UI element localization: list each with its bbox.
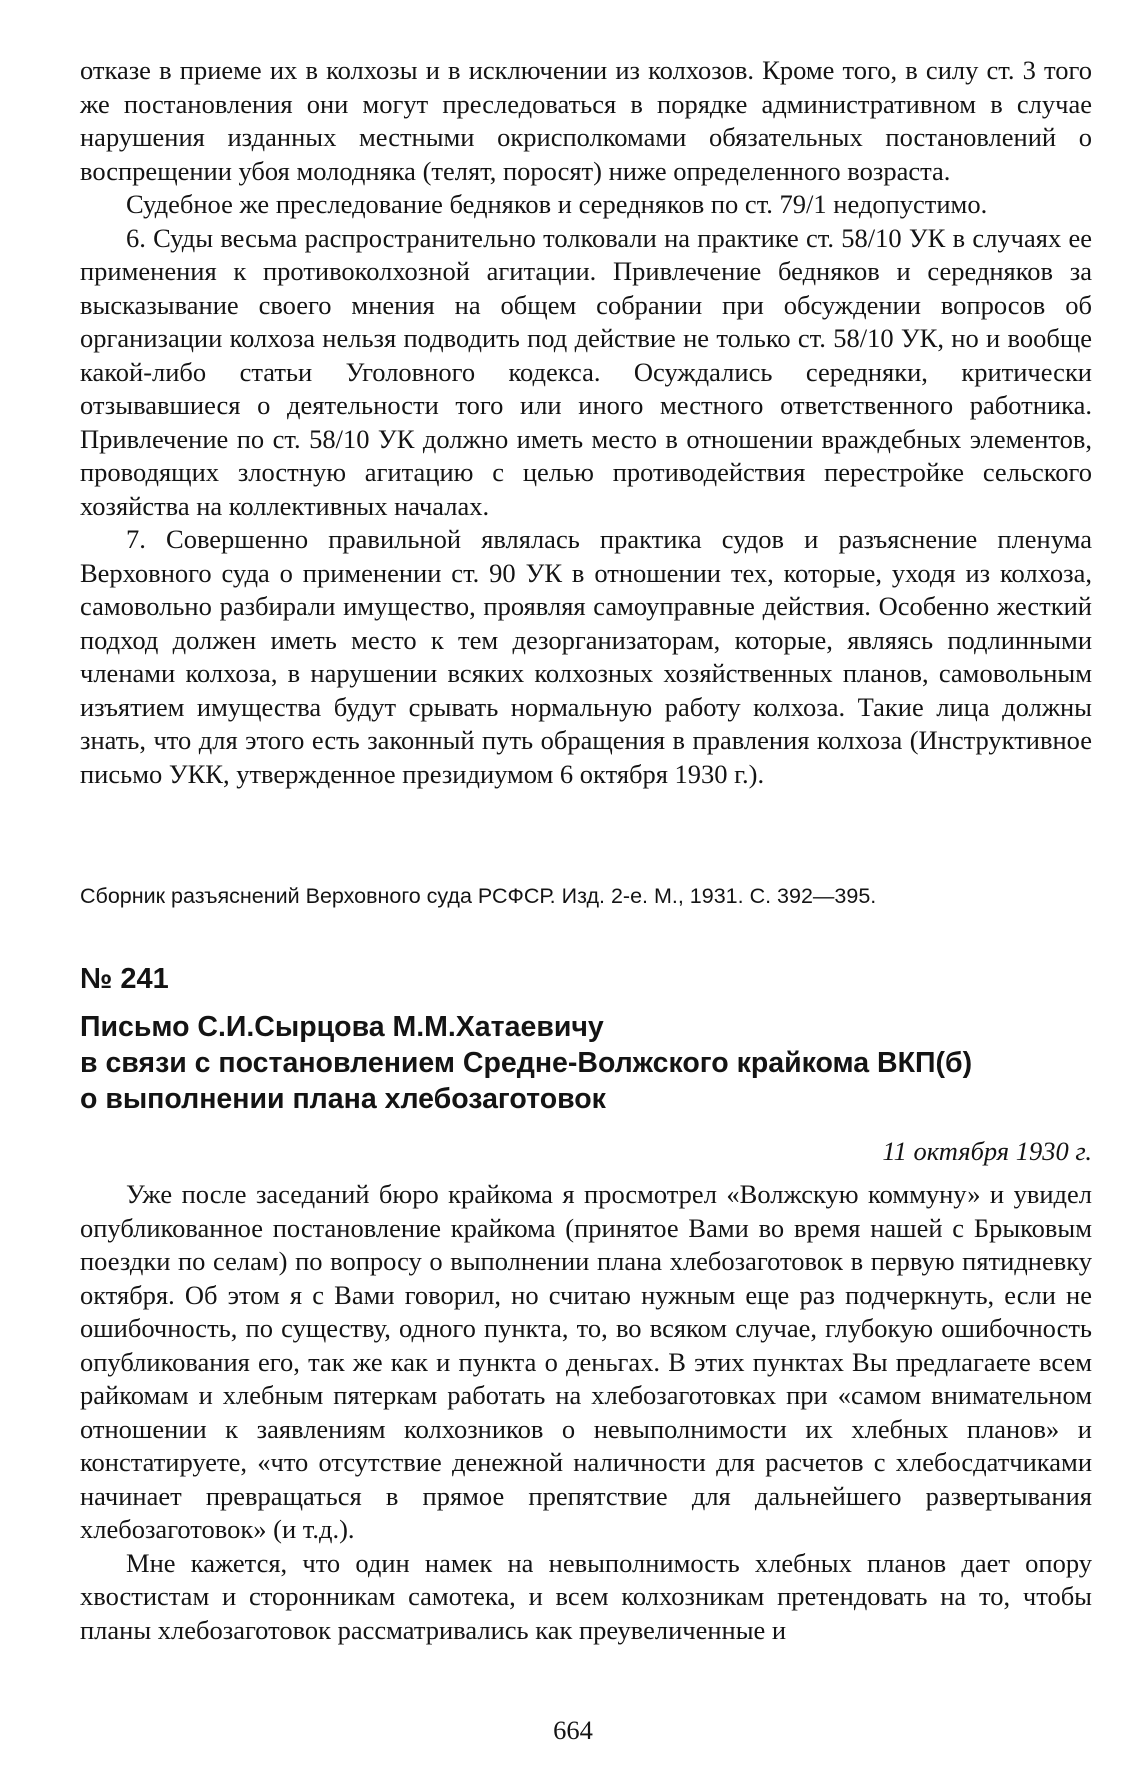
paragraph: 6. Суды весьма распространительно толковали на практике ст. 58/10 УК в случаях ее применения к противоколхозной агитации. Привлечение бедняков и середняков за высказывание своего мнения на общем собрании при обсуждении вопросов об организации колхоза нельзя подводить под действие не только ст. 58/10 УК, но и вообще какой-либо статьи Уголовного кодекса. Осуждались середняки, критически отзывавшиеся о деятельности того или иного местного ответственного работника. Привлечение по ст. 58/10 УК должно иметь место в отношении враждебных элементов, проводящих злостную агитацию с целью противодействия перестройке сельского хозяйства на коллективных началах. (80, 222, 1092, 521)
paragraph: Судебное же преследование бедняков и середняков по ст. 79/1 недопустимо. (126, 189, 988, 219)
body-text-top (80, 54, 1092, 791)
document-title (80, 1009, 1092, 1117)
document-title-line: в связи с постановлением Средне-Волжского крайкома ВКП(б) (80, 1047, 973, 1079)
document-number: № 241 (80, 963, 169, 995)
paragraph: отказе в приеме их в колхозы и в исключении из колхозов. Кроме того, в силу ст. 3 того же постановления они могут преследоваться в порядке административном в случае нарушения изданных местными окрисполкомами обязательных постановлений о воспрещении убоя молодняка (телят, поросят) ниже определенного возраста. (80, 55, 1092, 186)
document-date: 11 октября 1930 г. (882, 1136, 1092, 1166)
page-number: 664 (553, 1715, 593, 1745)
document-title-line: Письмо С.И.Сырцова М.М.Хатаевичу (80, 1011, 604, 1043)
paragraph: Мне кажется, что один намек на невыполнимость хлебных планов дает опору хвостистам и сторонникам самотека, и всем колхозникам претендовать на то, чтобы планы хлебозаготовок рассматривались как преувеличенные и (80, 1547, 1092, 1645)
source-citation: Сборник разъяснений Верховного суда РСФСР. Изд. 2-е. М., 1931. С. 392—395. (80, 884, 877, 908)
paragraph: 7. Совершенно правильной являлась практика судов и разъяснение пленума Верховного суда о применении ст. 90 УК в отношении тех, которые, уходя из колхоза, самовольно разбирали имущество, проявляя самоуправные действия. Особенно жесткий подход должен иметь место к тем дезорганизаторам, которые, являясь подлинными членами колхоза, в нарушении всяких колхозных хозяйственных планов, самовольным изъятием имущества будут срывать нормальную работу колхоза. Такие лица должны знать, что для этого есть законный путь обращения в правления колхоза (Инструктивное письмо УКК, утвержденное президиумом 6 октября 1930 г.). (80, 524, 1092, 789)
body-text-bottom (80, 1178, 1092, 1647)
paragraph: Уже после заседаний бюро крайкома я просмотрел «Волжскую коммуну» и увидел опубликованное постановление крайкома (принятое Вами во время нашей с Брыковым поездки по селам) по вопросу о выполнении плана хлебозаготовок в первую пятидневку октября. Об этом я с Вами говорил, но считаю нужным еще раз подчеркнуть, если не ошибочность, по существу, одного пункта, то, во всяком случае, глубокую ошибочность опубликования его, так же как и пункта о деньгах. В этих пунктах Вы предлагаете всем райкомам и хлебным пятеркам работать на хлебозаготовках при «самом внимательном отношении к заявлениям колхозников о невыполнимости их хлебных планов» и констатируете, «что отсутствие денежной наличности для расчетов с хлебосдатчиками начинает превращаться в прямое препятствие для дальнейшего развертывания хлебозаготовок» (и т.д.). (80, 1179, 1092, 1544)
document-title-line: о выполнении плана хлебозаготовок (80, 1083, 606, 1115)
